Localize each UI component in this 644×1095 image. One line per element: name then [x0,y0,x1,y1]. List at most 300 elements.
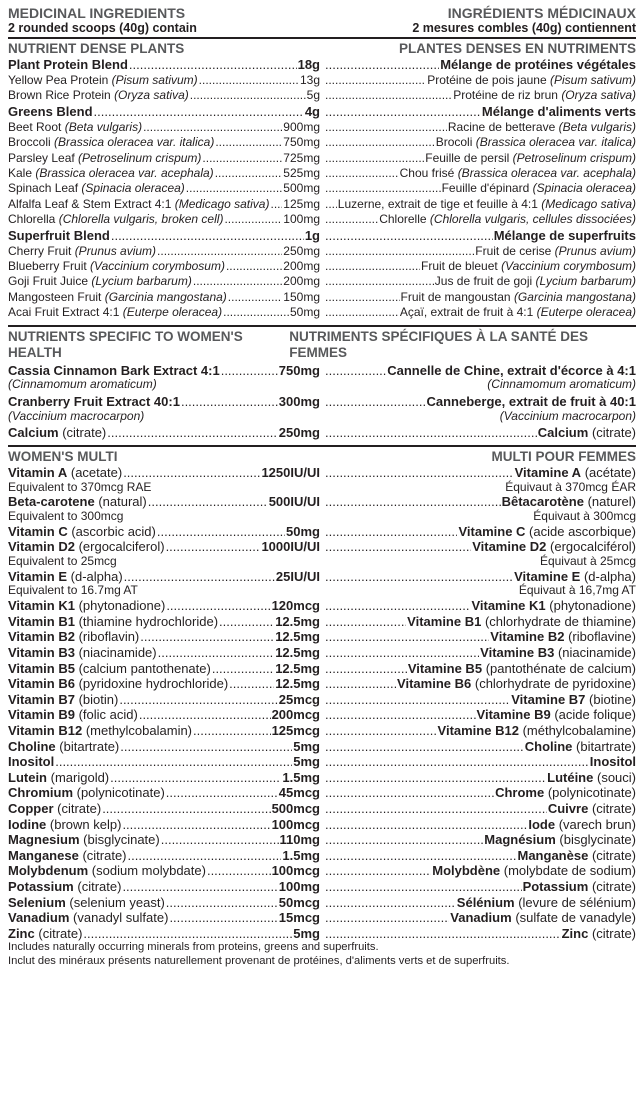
nutrient-row-en [8,879,320,895]
nutrient-name: Cuivre [547,800,589,816]
ingredient-amount: 300mg [278,394,320,410]
nutrient-source: (phytonadione) [549,598,636,614]
nutrient-name: Vitamine B7 [511,691,586,707]
ingredient-row-en [8,305,320,320]
nutrient-source: (ergocalciférol) [550,539,636,555]
leader-dots [166,785,278,801]
footnote-fr: Inclut des minéraux présents naturellement provenant de protéines, d'aliments verts et de superfruits. [8,954,510,967]
leader-dots [325,212,378,227]
ingredient-name: Blueberry Fruit [8,259,87,274]
nutrient-name: Manganese [8,847,79,863]
leader-dots [215,135,282,150]
leader-dots [325,569,513,585]
nutrient-amount: 15mcg [278,910,320,926]
nutrient-name: Magnesium [8,832,80,848]
nutrient-row-fr [324,863,636,879]
leader-dots [325,629,489,645]
ingredient-source: (citrate) [62,425,107,441]
multi-table [8,465,636,941]
leader-dots [325,363,386,379]
nutrient-name: Vitamine K1 [471,598,546,614]
nutrient-name: Sélénium [456,894,515,910]
nutrient-name: Lutéine [547,769,594,785]
leader-dots [325,181,441,196]
nutrient-name: Iode [528,816,556,832]
leader-dots [325,739,524,755]
header-subtitle-en: 2 rounded scoops (40g) contain [8,21,197,35]
leader-dots [94,104,304,120]
nutrient-source: (souci) [596,769,636,785]
footnote-en: Includes naturally occurring minerals from proteins, greens and superfruits. [8,941,379,954]
ingredient-name: Cannelle de Chine, extrait d'écorce à 4:1 [387,362,636,378]
leader-dots [158,645,275,661]
nutrient-name: Iodine [8,816,47,832]
ingredient-row-en [8,259,320,274]
ingredient-row-fr [324,197,636,212]
ingredient-source: (Vaccinium corymbosum) [90,259,225,274]
leader-dots [229,676,274,692]
leader-dots [325,723,437,739]
nutrient-amount: 25mcg [278,691,320,707]
ingredient-name: Fruit de cerise [475,243,552,258]
nutrient-row-fr [324,895,636,911]
ingredient-row-fr [324,73,636,88]
leader-dots [102,801,270,817]
ingredient-source: (Lycium barbarum) [535,274,636,289]
nutrient-name: Potassium [8,878,74,894]
leader-dots [325,895,456,911]
nutrient-source: (citrate) [591,925,636,941]
ingredient-source: (Prunus avium) [74,243,157,258]
nutrient-row-en [8,598,320,614]
leader-dots [325,151,424,166]
nutrient-row-fr [324,801,636,817]
leader-dots [140,629,274,645]
ingredient-name: Jus de fruit de goji [434,274,533,289]
nutrient-row-fr [324,785,636,801]
leader-dots [325,832,483,848]
leader-dots [166,598,270,614]
nutrient-row-fr [324,465,636,481]
nutrient-source: (ergocalciferol) [78,539,165,555]
ingredient-name: Goji Fruit Juice [8,274,89,289]
nutrient-name: Vitamine B12 [437,722,519,738]
ingredient-amount: 18g [297,57,320,72]
nutrient-name: Choline [8,738,56,754]
plants-column-en [8,57,320,321]
nutrient-source: (varech brun) [558,816,636,832]
leader-dots [219,614,274,630]
section-title-en: WOMEN'S MULTI [8,449,118,465]
ingredient-name: Calcium [537,425,589,441]
nutrient-source: (bisglycinate) [559,832,636,848]
nutrient-source: (citrate) [82,847,127,863]
nutrient-source: (calcium pantothenate) [78,660,211,676]
nutrient-source: (pyridoxine hydrochloride) [78,676,229,692]
ingredient-amount: 1g [304,227,320,243]
section-title-fr: NUTRIMENTS SPÉCIFIQUES À LA SANTÉ DES FEMMES [289,328,589,360]
nutrient-row-en [8,926,320,942]
leader-dots [123,465,260,481]
ingredient-name: Fruit de mangoustan [400,289,511,304]
nutrient-amount: 120mcg [271,598,320,614]
leader-dots [325,197,337,212]
ingredient-block-fr [324,363,636,392]
nutrient-source: (citrate) [591,800,636,816]
ingredient-source: (Garcinia mangostana) [513,289,636,304]
nutrient-source: (vanadyl sulfate) [73,910,169,926]
ingredient-row-en [8,425,320,441]
nutrient-name: Choline [524,738,573,754]
ingredient-name: Feuille d'épinard [441,181,530,196]
nutrient-row-fr [324,848,636,864]
nutrient-name: Lutein [8,769,47,785]
ingredient-row-en [8,212,320,227]
ingredient-name: Greens Blend [8,103,93,119]
ingredient-row-en [8,120,320,135]
nutrient-row-en [8,614,320,630]
leader-dots [207,863,271,879]
header-title-en: MEDICINAL INGREDIENTS [8,5,186,21]
ingredient-row-fr [324,290,636,305]
leader-dots [325,244,474,259]
ingredient-row-en [8,166,320,181]
ingredient-row-fr [324,274,636,289]
nutrient-source: (polynicotinate) [547,785,636,801]
ingredient-block-en [8,363,320,392]
nutrient-amount: 12.5mg [275,676,320,692]
nutrient-name: Vitamine B6 [397,676,472,692]
ingredient-row-fr [324,259,636,274]
nutrient-source: (polynicotinate) [76,785,165,801]
ingredient-source: (citrate) [591,425,636,441]
nutrient-source: (méthylcobalamine) [522,722,636,738]
ingredient-source: (Vaccinium macrocarpon) [8,408,145,423]
ingredient-source: (Medicago sativa) [541,196,636,211]
ingredient-row-fr [324,181,636,196]
leader-dots [325,465,514,481]
nutrient-amount: 100mcg [271,863,320,879]
ingredient-name: Chlorella [8,212,56,227]
nutrient-name: Inositol [8,754,55,770]
leader-dots [325,614,406,630]
leader-dots [325,676,396,692]
ingredient-source: (Brassica oleracea var. acephala) [457,166,636,181]
womens-health-column-fr [324,361,636,441]
nutrient-source: (bitartrate) [59,738,120,754]
leader-dots [325,274,434,289]
ingredient-name: Feuille de persil [425,150,510,165]
leader-dots [325,88,452,103]
nutrient-row-en [8,569,320,585]
leader-dots [325,524,457,540]
ingredient-row-en [8,363,320,379]
nutrient-source: (d-alpha) [583,568,636,584]
nutrient-source: (methylcobalamin) [85,722,193,738]
ingredient-row-en [8,181,320,196]
nutrient-source: (biotin) [78,691,119,707]
nutrient-source: (levure de sélénium) [518,894,636,910]
leader-dots [107,425,278,441]
section-plants-heading [8,39,636,57]
leader-dots [120,739,292,755]
ingredient-name: Mangosteen Fruit [8,289,102,304]
nutrient-amount: 25IU/UI [275,568,320,584]
ingredient-row-fr [324,305,636,320]
leader-dots [181,394,278,410]
ingredient-amount: 725mg [283,150,320,165]
ingredient-source: (Cinnamomum aromaticum) [8,377,157,392]
plants-table [8,57,636,321]
ingredient-name: Mélange de protéines végétales [440,57,636,72]
leader-dots [325,848,517,864]
nutrient-name: Zinc [8,925,35,941]
ingredient-source: (Brassica oleracea var. acephala) [35,166,214,181]
ingredient-source: (Euterpe oleracea) [122,305,223,320]
leader-dots [270,197,282,212]
nutrient-row-fr [324,539,636,555]
ingredient-source: (Euterpe oleracea) [536,305,636,320]
nutrient-name: Vitamin B3 [8,645,75,660]
ingredient-source: (Lycium barbarum) [91,274,192,289]
ingredient-name: Alfalfa Leaf & Stem Extract 4:1 [8,196,172,211]
leader-dots [325,425,537,441]
nutrient-name: Vitamine B2 [490,629,565,645]
ingredient-amount: 525mg [283,166,320,181]
ingredient-row-en [8,244,320,259]
ingredient-name: Calcium [8,425,59,441]
leader-dots [325,692,510,708]
leader-dots [157,524,285,540]
leader-dots [128,848,282,864]
leader-dots [325,539,471,555]
nutrient-source: (bitartrate) [576,738,636,754]
ingredient-row-fr [324,151,636,166]
ingredient-amount: 50mg [289,305,320,320]
section-multi-heading [8,447,636,465]
nutrient-row-en [8,754,320,770]
leader-dots [325,394,425,410]
ingredient-amount: 500mg [283,181,320,196]
ingredient-name: Brocoli [435,135,473,150]
nutrient-row-en [8,770,320,786]
nutrient-row-fr [324,770,636,786]
ingredient-row-en [8,104,320,120]
nutrient-source: (acétate) [584,465,636,481]
nutrient-row-fr [324,645,636,661]
leader-dots [325,305,399,320]
leader-dots [325,879,522,895]
ingredient-source: (Brassica oleracea var. italica) [54,135,215,150]
nutrient-name: Vitamine A [514,465,582,481]
nutrient-amount: 100mcg [271,816,320,832]
nutrient-name: Chrome [495,785,545,801]
nutrient-row-fr [324,629,636,645]
section-womens-health-heading [8,327,636,361]
leader-dots [325,801,547,817]
nutrient-row-fr [324,926,636,942]
nutrient-source: (citrate) [591,847,636,863]
leader-dots [166,539,261,555]
ingredient-name: Acai Fruit Extract 4:1 [8,305,120,320]
leader-dots [325,770,546,786]
ingredient-row-en [8,228,320,244]
nutrient-source: (sodium molybdate) [91,863,206,879]
leader-dots [325,494,501,510]
leader-dots [325,104,481,120]
leader-dots [215,166,283,181]
ingredient-name: Cassia Cinnamon Bark Extract 4:1 [8,362,220,378]
nutrient-row-en [8,848,320,864]
leader-dots [325,754,589,770]
ingredient-amount: 200mg [283,259,320,274]
plants-column-fr [324,57,636,321]
ingredient-name: Protéine de pois jaune [427,73,547,87]
nutrient-name: Copper [8,800,54,816]
nutrient-amount: 125mcg [271,722,320,738]
ingredient-source: (Vaccinium corymbosum) [501,259,636,274]
nutrient-source: (niacinamide) [557,645,636,660]
ingredient-name: Açaï, extrait de fruit à 4:1 [399,305,534,320]
leader-dots [193,723,271,739]
nutrient-amount: 500mcg [271,800,320,816]
ingredient-source: (Vaccinium macrocarpon) [499,408,636,423]
nutrient-name: Vitamin B7 [8,691,75,707]
nutrient-row-en [8,863,320,879]
nutrient-row-fr [324,723,636,739]
nutrient-amount: 110mg [279,832,320,848]
nutrient-name: Vitamine B9 [476,707,551,723]
nutrient-equivalent: Equivalent to 16.7mg AT [8,583,138,598]
nutrient-source: (d-alpha) [70,568,123,584]
nutrient-name: Molybdène [432,863,501,879]
nutrient-source: (brown kelp) [49,816,122,832]
leader-dots [186,181,283,196]
nutrient-name: Vitamin K1 [8,598,75,614]
section-title-en: NUTRIENT DENSE PLANTS [8,41,185,56]
ingredient-name: Protéine de riz brun [453,88,558,103]
nutrient-source: (riboflavine) [568,629,636,645]
ingredient-name: Superfruit Blend [8,227,110,243]
ingredient-source: (Beta vulgaris) [558,119,636,134]
ingredient-source: (Oryza sativa) [561,88,636,103]
leader-dots [325,290,400,305]
leader-dots [166,895,278,911]
nutrient-source: (marigold) [50,769,110,785]
leader-dots [325,598,470,614]
nutrient-row-en [8,539,320,555]
nutrient-row-en [8,785,320,801]
ingredient-source: (Medicago sativa) [174,196,270,211]
nutrient-amount: 500IU/UI [268,494,320,510]
ingredient-source: (Brassica oleracea var. italica) [475,135,636,150]
nutrient-source: (citrate) [591,878,636,894]
nutrient-amount: 1000IU/UI [261,539,320,555]
nutrient-row-fr [324,707,636,723]
multi-column-en [8,465,320,941]
leader-dots [325,57,439,73]
nutrient-source: (molybdate de sodium) [503,863,636,879]
ingredient-name: Cranberry Fruit Extract 40:1 [8,394,180,410]
womens-health-table [8,361,636,441]
nutrient-amount: 12.5mg [275,645,320,660]
ingredient-source: (Chlorella vulgaris, broken cell) [58,212,224,227]
ingredient-source: (Spinacia oleracea) [532,181,636,196]
nutrient-equivalent: Équivaut à 16,7mg AT [518,583,636,598]
ingredient-row-fr [324,120,636,135]
leader-dots [325,785,494,801]
ingredient-amount: 100mg [283,212,320,227]
nutrient-amount: 5mg [293,738,320,754]
nutrient-amount: 12.5mg [275,629,320,645]
nutrient-row-fr [324,832,636,848]
ingredient-amount: 750mg [278,362,320,378]
nutrient-row-fr [324,598,636,614]
ingredient-source: (Petroselinum crispum) [78,150,202,165]
ingredient-source: (Oryza sativa) [114,88,189,103]
leader-dots [325,135,435,150]
nutrient-amount: 50mcg [278,894,320,910]
ingredient-source: (Petroselinum crispum) [512,150,636,165]
ingredient-source: (Chlorella vulgaris, cellules dissociées) [429,212,636,227]
nutrient-row-fr [324,676,636,692]
nutrient-amount: 5mg [293,754,320,770]
ingredient-row-en [8,88,320,103]
nutrient-source: (pantothénate de calcium) [485,660,636,676]
nutrient-name: Vitamine B1 [407,613,482,629]
nutrient-name: Inositol [589,754,636,770]
leader-dots [325,120,447,135]
nutrient-name: Beta-carotene [8,494,95,510]
leader-dots [325,817,527,833]
nutrient-name: Bêtacarotène [501,494,584,510]
leader-dots [169,910,277,926]
nutrient-equivalent: Equivalent to 25mcg [8,554,117,569]
leader-dots [161,832,279,848]
ingredient-row-en [8,73,320,88]
nutrient-amount: 1.5mg [282,847,320,863]
nutrient-row-en [8,645,320,661]
nutrient-name: Vitamin E [8,568,68,584]
nutrient-row-en [8,801,320,817]
nutrient-row-en [8,661,320,677]
ingredient-row-en [8,394,320,410]
nutrient-source: (chlorhydrate de thiamine) [484,613,636,629]
section-title-fr: PLANTES DENSES EN NUTRIMENTS [398,41,636,56]
nutrient-name: Vitamine B5 [407,660,483,676]
nutrient-source: (citrate) [38,925,83,941]
nutrient-amount: 5mg [293,925,320,941]
nutrient-row-en [8,817,320,833]
ingredient-name: Beet Root [8,119,62,134]
leader-dots [325,910,449,926]
nutrient-name: Vitamin B2 [8,629,75,645]
leader-dots [122,879,277,895]
ingredient-row-en [8,274,320,289]
nutrient-row-en [8,910,320,926]
ingredient-row-fr [324,104,636,120]
nutrient-name: Vitamine E [514,568,581,584]
ingredient-row-fr [324,394,636,410]
leader-dots [224,212,282,227]
ingredient-amount: 5g [306,88,320,103]
nutrient-row-fr [324,692,636,708]
leader-dots [129,57,297,73]
section-title-fr: MULTI POUR FEMMES [491,449,636,465]
ingredient-row-fr [324,244,636,259]
nutrient-source: (citrate) [57,800,102,816]
nutrient-name: Manganèse [517,847,589,863]
